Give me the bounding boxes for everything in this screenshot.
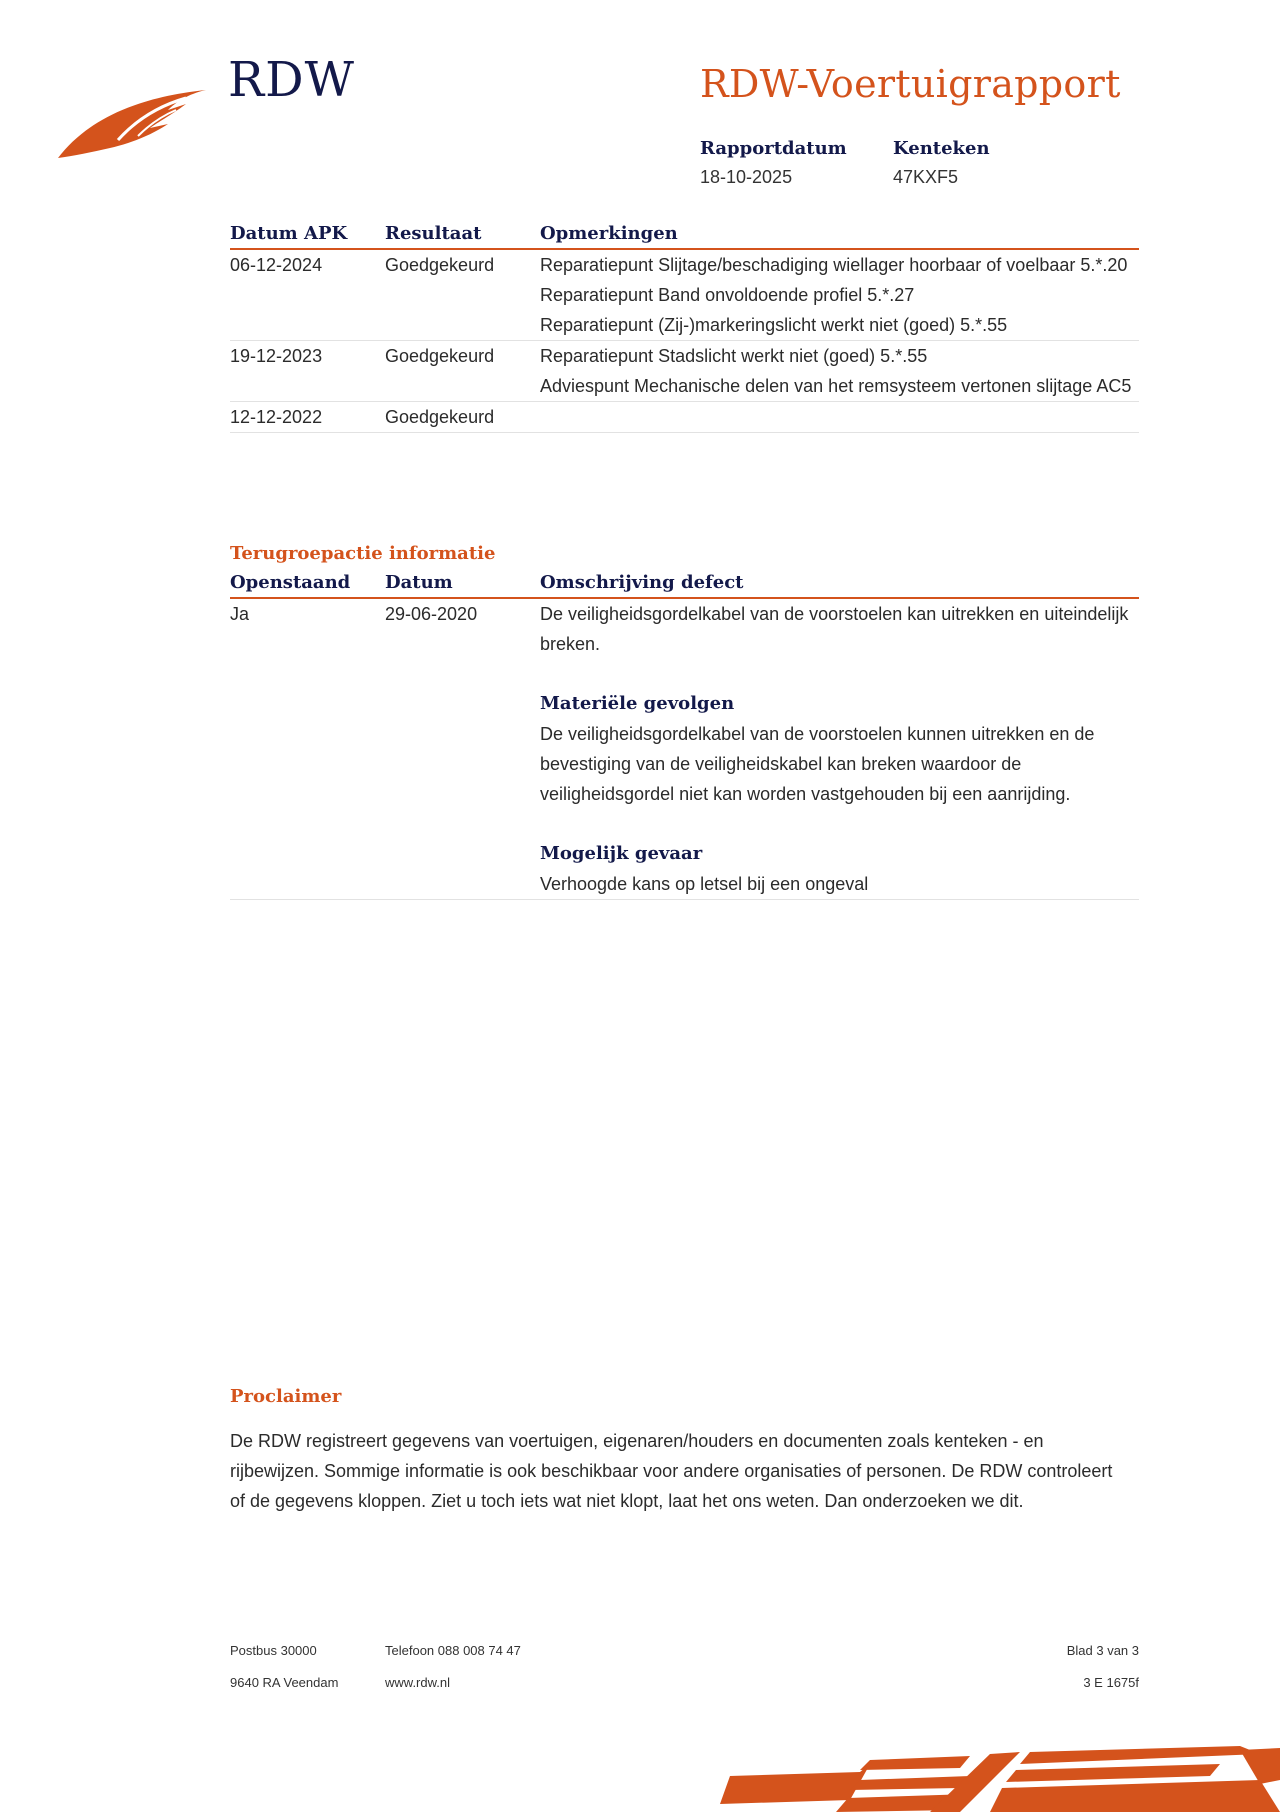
footer-doc-ref: 3 E 1675f <box>1083 1675 1139 1690</box>
column-header-remarks: Opmerkingen <box>540 223 678 244</box>
remark-item: Reparatiepunt Stadslicht werkt niet (goed) 5.*.55 <box>540 346 928 366</box>
apk-remarks <box>540 250 1140 340</box>
report-date-block <box>700 138 847 188</box>
remark-item: Reparatiepunt (Zij-)markeringslicht werkt niet (goed) 5.*.55 <box>540 315 1008 335</box>
report-title: RDW-Voertuigrapport <box>700 62 1121 106</box>
column-header-defect: Omschrijving defect <box>540 572 744 593</box>
remark-item: Adviespunt Mechanische delen van het remsysteem vertonen slijtage AC5 <box>540 376 1132 396</box>
footer-address-line1: Postbus 30000 <box>230 1643 317 1658</box>
possible-danger-text: Verhoogde kans op letsel bij een ongeval <box>540 874 869 894</box>
material-consequences-heading: Materiële gevolgen <box>540 693 735 714</box>
column-header-result: Resultaat <box>385 223 482 244</box>
table-row <box>230 599 1139 900</box>
report-date-label: Rapportdatum <box>700 138 847 159</box>
apk-date: 12-12-2022 <box>230 407 323 427</box>
apk-result: Goedgekeurd <box>385 255 495 275</box>
column-header-date: Datum APK <box>230 223 348 244</box>
report-date-value: 18-10-2025 <box>700 167 793 187</box>
footer-phone: Telefoon 088 008 74 47 <box>385 1643 521 1658</box>
possible-danger-heading: Mogelijk gevaar <box>540 843 703 864</box>
plate-block <box>893 138 990 188</box>
plate-label: Kenteken <box>893 138 990 159</box>
apk-remarks <box>540 402 1140 432</box>
column-header-open: Openstaand <box>230 572 351 593</box>
material-consequences-text: De veiligheidsgordelkabel van de voorstoelen kunnen uitrekken en de bevestiging van de veiligheidskabel kan breken waardoor de veiligheidsgordel niet kan worden vastgehouden bij een aanrijding. <box>540 724 1095 804</box>
footer-page-number: Blad 3 van 3 <box>1066 1643 1139 1658</box>
recall-open: Ja <box>230 604 250 624</box>
plate-value: 47KXF5 <box>893 167 959 187</box>
column-header-recall-date: Datum <box>385 572 453 593</box>
logo-text: RDW <box>228 52 355 108</box>
road-stripes-graphic-icon <box>720 1740 1280 1812</box>
rdw-feather-logo-icon <box>58 80 208 160</box>
recall-heading: Terugroepactie informatie <box>230 543 496 564</box>
apk-date: 19-12-2023 <box>230 346 323 366</box>
apk-table <box>230 220 1139 433</box>
recall-details <box>540 599 1140 899</box>
proclaimer-title: Proclaimer <box>230 1386 342 1407</box>
recall-table-header <box>230 569 1139 599</box>
proclaimer-text: De RDW registreert gegevens van voertuigen, eigenaren/houders en documenten zoals kenteken - en rijbewijzen. Sommige informatie is ook beschikbaar voor andere organisaties of personen. De RDW controleert of de gegevens kloppen. Ziet u toch iets wat niet klopt, laat het ons weten. Dan onderzoeken we dit. <box>230 1431 1113 1511</box>
apk-date: 06-12-2024 <box>230 255 323 275</box>
remark-item: Reparatiepunt Slijtage/beschadiging wiellager hoorbaar of voelbaar 5.*.20 <box>540 255 1128 275</box>
apk-result: Goedgekeurd <box>385 407 495 427</box>
table-row <box>230 341 1139 402</box>
defect-description: De veiligheidsgordelkabel van de voorstoelen kan uitrekken en uiteindelijk breken. <box>540 604 1129 654</box>
table-row <box>230 402 1139 433</box>
recall-table <box>230 569 1139 900</box>
apk-result: Goedgekeurd <box>385 346 495 366</box>
apk-remarks <box>540 341 1140 401</box>
recall-date: 29-06-2020 <box>385 604 478 624</box>
footer-address-line2: 9640 RA Veendam <box>230 1675 339 1690</box>
table-row <box>230 250 1139 341</box>
footer-website: www.rdw.nl <box>385 1675 451 1690</box>
apk-table-header <box>230 220 1139 250</box>
remark-item: Reparatiepunt Band onvoldoende profiel 5.*.27 <box>540 285 915 305</box>
